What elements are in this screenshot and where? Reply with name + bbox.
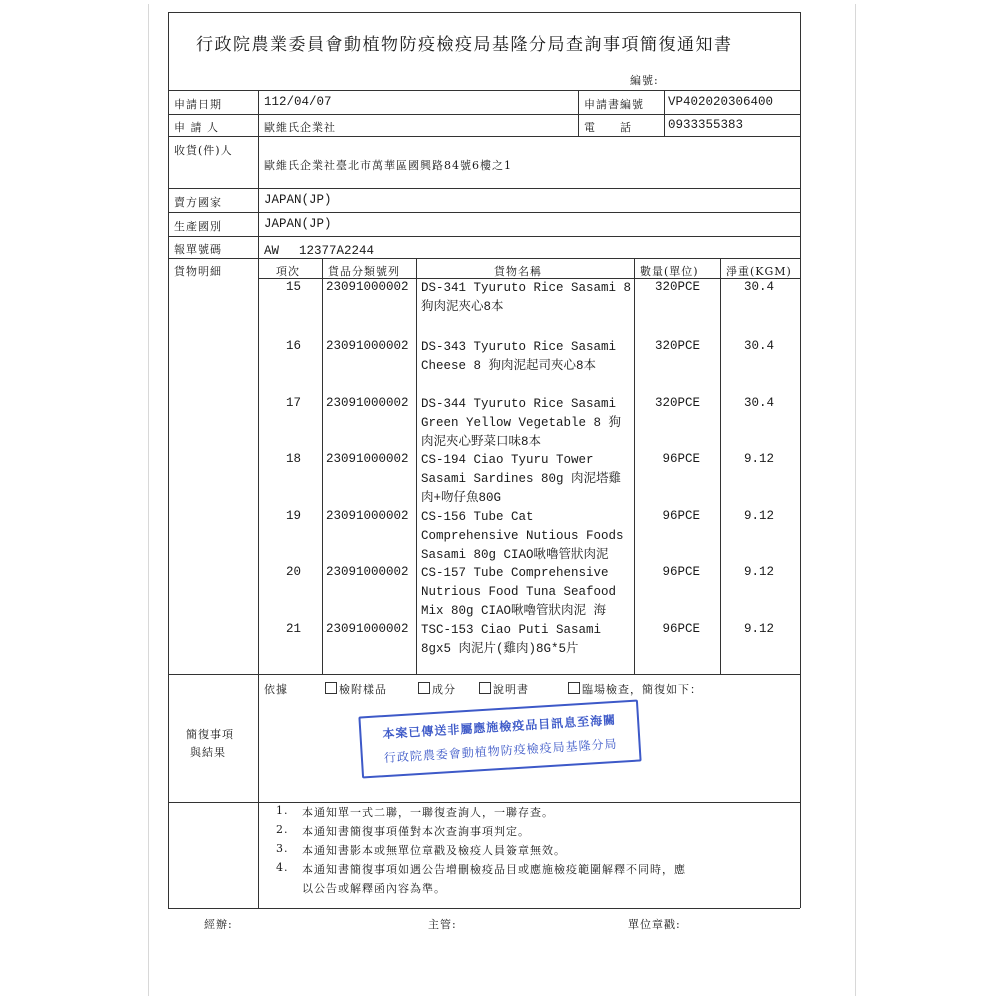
- goods-item-name-line: 8gx5 肉泥片(雞肉)8G*5片: [421, 642, 579, 656]
- goods-item-name: [421, 621, 601, 659]
- goods-col: [416, 258, 417, 674]
- label-divider: [258, 802, 259, 908]
- goods-item-name: [421, 564, 616, 621]
- note-text: 本通知單一式二聯，一聯復查詢人，一聯存查。: [302, 806, 554, 819]
- goods-item-name-line: Nutrious Food Tuna Seafood: [421, 585, 617, 599]
- label-divider: [258, 674, 259, 802]
- goods-item-qty: 320PCE: [654, 339, 700, 353]
- label-divider: [258, 90, 259, 674]
- goods-label: 貨物明細: [174, 265, 222, 278]
- goods-item-name-line: 肉+吻仔魚80G: [421, 491, 502, 505]
- goods-item-qty: 96PCE: [662, 622, 700, 636]
- basis-label: 依據: [264, 683, 288, 696]
- note-text: 本通知書簡復事項僅對本次查詢事項判定。: [302, 825, 530, 838]
- apply-date-value: 112/04/07: [264, 95, 332, 109]
- stamp-line-2: 行政院農委會動植物防疫檢疫局基隆分局: [383, 736, 618, 766]
- number-label: 編號:: [630, 74, 659, 87]
- goods-item-qty: 320PCE: [654, 280, 700, 294]
- goods-item-no: 16: [286, 339, 302, 353]
- goods-item-no: 20: [286, 565, 302, 579]
- mid-divider: [578, 90, 579, 136]
- goods-item-code: 23091000002: [326, 339, 409, 353]
- goods-item-name-line: DS-341 Tyuruto Rice Sasami 8: [421, 281, 632, 295]
- origin-value: JAPAN(JP): [264, 217, 332, 231]
- goods-item-no: 18: [286, 452, 302, 466]
- goods-item-qty: 96PCE: [662, 509, 700, 523]
- goods-item-name: [421, 338, 616, 376]
- apply-date-label: 申請日期: [174, 98, 222, 111]
- note-number: 3.: [276, 842, 289, 855]
- frame-left: [168, 12, 169, 908]
- seal-signature-label: 單位章戳:: [628, 918, 681, 931]
- goods-item-weight: 30.4: [743, 280, 774, 294]
- goods-item-no: 19: [286, 509, 302, 523]
- note-text: 以公告或解釋函內容為準。: [302, 882, 446, 895]
- document-title: 行政院農業委員會動植物防疫檢疫局基隆分局查詢事項簡復通知書: [196, 35, 733, 55]
- goods-item-name: [421, 508, 624, 565]
- goods-header-qty: 數量(單位): [640, 265, 699, 278]
- goods-item-code: 23091000002: [326, 509, 409, 523]
- goods-item-code: 23091000002: [326, 280, 409, 294]
- goods-col: [720, 258, 721, 674]
- goods-item-name-line: CS-157 Tube Comprehensive: [421, 566, 609, 580]
- phone-value: 0933355383: [668, 118, 744, 132]
- goods-item-qty: 96PCE: [662, 452, 700, 466]
- goods-item-name-line: CS-156 Tube Cat: [421, 510, 534, 524]
- goods-item-qty: 320PCE: [654, 396, 700, 410]
- manual-option-label: 說明書: [493, 683, 529, 696]
- customs-label: 報單號碼: [174, 243, 222, 256]
- row-line: [168, 90, 800, 91]
- goods-item-weight: 30.4: [743, 396, 774, 410]
- goods-col: [634, 258, 635, 674]
- goods-item-weight: 9.12: [743, 452, 774, 466]
- supervisor-signature-label: 主管:: [428, 918, 457, 931]
- goods-item-name-line: 肉泥夾心野菜口味8本: [421, 435, 542, 449]
- goods-header-weight: 淨重(KGM): [726, 265, 792, 278]
- goods-item-code: 23091000002: [326, 452, 409, 466]
- goods-item-name-line: Sasami 80g CIAO啾嚕管狀肉泥: [421, 548, 609, 562]
- row-line: [168, 802, 800, 803]
- row-line: [168, 136, 800, 137]
- goods-item-name-line: DS-343 Tyuruto Rice Sasami: [421, 340, 617, 354]
- row-line: [168, 674, 800, 675]
- applicant-label: 申 請 人: [174, 121, 219, 134]
- customs-value: AW 12377A2244: [264, 244, 375, 258]
- goods-item-name-line: CS-194 Ciao Tyuru Tower: [421, 453, 594, 467]
- goods-item-weight: 9.12: [743, 565, 774, 579]
- mid-divider: [664, 90, 665, 136]
- goods-header-code: 貨品分類號列: [328, 265, 400, 278]
- consignee-value: 歐維氏企業社臺北市萬華區國興路84號6樓之1: [264, 159, 512, 172]
- sample-option-label: 檢附樣品: [339, 683, 387, 696]
- goods-item-name-line: DS-344 Tyuruto Rice Sasami: [421, 397, 617, 411]
- goods-header-name: 貨物名稱: [494, 265, 542, 278]
- row-line: [168, 114, 800, 115]
- app-no-value: VP402020306400: [668, 95, 774, 109]
- stamp-line-1: 本案已傳送非屬應施檢疫品目訊息至海關: [382, 712, 617, 742]
- note-number: 4.: [276, 861, 289, 874]
- reply-section-label-1: 簡復事項: [186, 728, 234, 741]
- goods-item-name-line: Sasami Sardines 80g 肉泥塔雞: [421, 472, 622, 486]
- ingredient-option-label: 成分: [432, 683, 456, 696]
- phone-label: 電 話: [584, 121, 632, 134]
- row-line: [168, 212, 800, 213]
- goods-item-name-line: Mix 80g CIAO啾嚕管狀肉泥 海: [421, 604, 607, 618]
- goods-item-no: 15: [286, 280, 302, 294]
- goods-item-weight: 9.12: [743, 622, 774, 636]
- goods-item-no: 21: [286, 622, 302, 636]
- note-text: 本通知書簡復事項如遇公告增刪檢疫品目或應施檢疫範圍解釋不同時，應: [302, 863, 686, 876]
- note-number: 1.: [276, 804, 289, 817]
- reply-section-label-2: 與結果: [190, 746, 226, 759]
- goods-item-no: 17: [286, 396, 302, 410]
- goods-item-weight: 9.12: [743, 509, 774, 523]
- handler-signature-label: 經辦:: [204, 918, 233, 931]
- sample-checkbox[interactable]: [325, 682, 337, 694]
- consignee-label: 收貨(件)人: [174, 144, 233, 157]
- row-line: [168, 258, 800, 259]
- goods-item-weight: 30.4: [743, 339, 774, 353]
- goods-item-qty: 96PCE: [662, 565, 700, 579]
- goods-header-item: 項次: [276, 265, 300, 278]
- goods-item-name: [421, 279, 631, 317]
- goods-item-code: 23091000002: [326, 565, 409, 579]
- frame-right: [800, 12, 801, 908]
- seller-value: JAPAN(JP): [264, 193, 332, 207]
- goods-item-name: [421, 395, 621, 452]
- goods-item-name: [421, 451, 621, 508]
- manual-checkbox[interactable]: [479, 682, 491, 694]
- app-no-label: 申請書編號: [584, 98, 644, 111]
- reply-basis-row: [264, 681, 702, 697]
- note-number: 2.: [276, 823, 289, 836]
- inspection-option-label: 臨場檢查，簡復如下：: [582, 683, 702, 696]
- frame-bottom: [168, 908, 800, 909]
- row-line: [168, 188, 800, 189]
- goods-item-code: 23091000002: [326, 396, 409, 410]
- ingredient-checkbox[interactable]: [418, 682, 430, 694]
- goods-item-name-line: Cheese 8 狗肉泥起司夾心8本: [421, 359, 597, 373]
- goods-item-code: 23091000002: [326, 622, 409, 636]
- goods-col: [322, 258, 323, 674]
- row-line: [168, 236, 800, 237]
- seller-label: 賣方國家: [174, 196, 222, 209]
- note-text: 本通知書影本或無單位章戳及檢疫人員簽章無效。: [302, 844, 566, 857]
- frame-top: [168, 12, 800, 13]
- goods-item-name-line: Comprehensive Nutious Foods: [421, 529, 624, 543]
- goods-item-name-line: 狗肉泥夾心8本: [421, 300, 504, 314]
- goods-item-name-line: TSC-153 Ciao Puti Sasami: [421, 623, 602, 637]
- applicant-value: 歐維氏企業社: [264, 121, 336, 134]
- inspection-checkbox[interactable]: [568, 682, 580, 694]
- goods-item-name-line: Green Yellow Vegetable 8 狗: [421, 416, 622, 430]
- origin-label: 生產國別: [174, 220, 222, 233]
